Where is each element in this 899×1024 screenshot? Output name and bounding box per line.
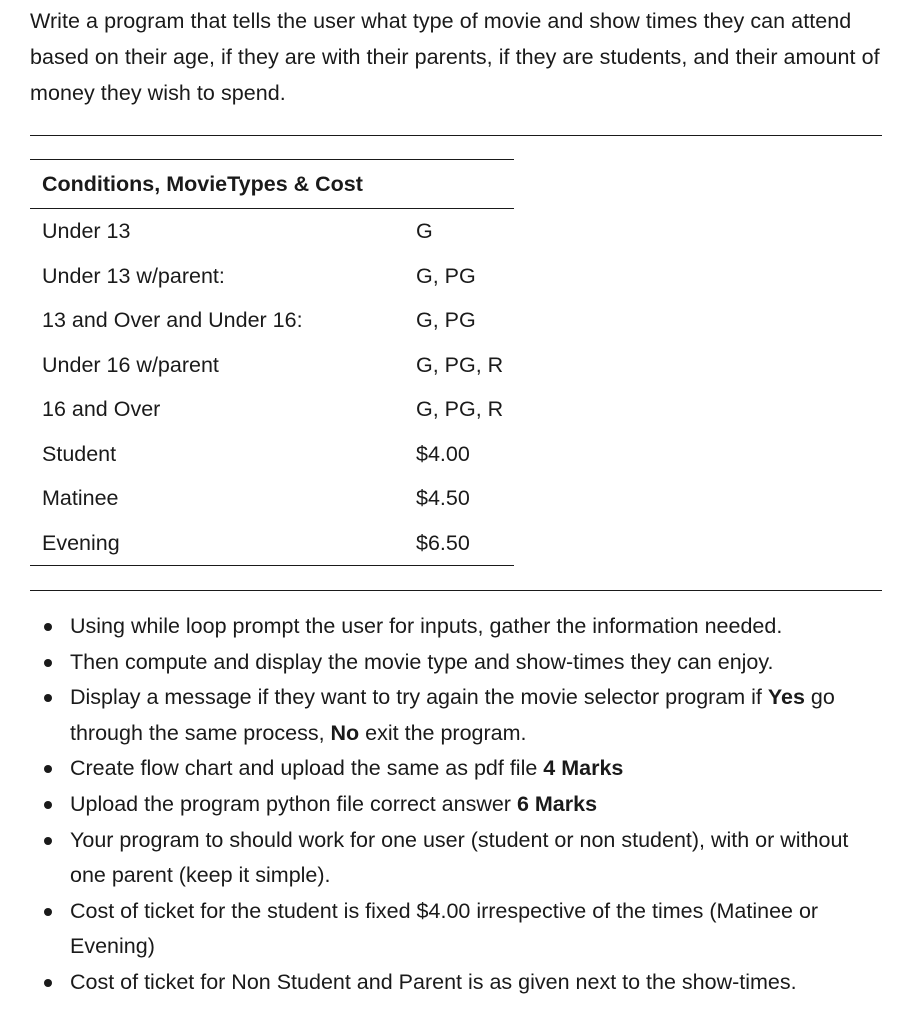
- condition-cell: Under 16 w/parent: [42, 352, 219, 377]
- table-row: [30, 254, 514, 299]
- marks-label: 4 Marks: [543, 756, 624, 781]
- list-item: [30, 787, 882, 823]
- value-cell: G: [416, 219, 433, 243]
- no-keyword: No: [330, 720, 360, 745]
- table-row: [30, 521, 514, 566]
- condition-cell: Student: [42, 441, 117, 466]
- list-item: [30, 680, 882, 751]
- list-item-text: Then compute and display the movie type and show-times they can enjoy.: [70, 649, 774, 674]
- divider-bottom: [30, 590, 882, 591]
- list-item: [30, 823, 882, 894]
- value-cell: $4.00: [416, 441, 470, 466]
- list-item-text: exit the program.: [359, 720, 527, 745]
- conditions-table: [30, 159, 514, 566]
- bullet-dot-icon: [44, 908, 52, 916]
- list-item: [30, 645, 882, 681]
- table-row: [30, 387, 514, 432]
- value-cell: G, PG: [416, 308, 476, 332]
- list-item-text: Upload the program python file correct answer: [70, 791, 517, 816]
- table-header: Conditions, MovieTypes & Cost: [42, 172, 363, 196]
- list-item: [30, 751, 882, 787]
- table-header-row: [30, 160, 514, 209]
- table-row: [30, 298, 514, 343]
- table-row: [30, 476, 514, 521]
- list-item: [30, 965, 882, 1001]
- value-cell: $6.50: [416, 530, 470, 555]
- list-item: [30, 894, 882, 965]
- table-row: [30, 209, 514, 254]
- list-item-text: Cost of ticket for Non Student and Parent is as given next to the show-times.: [70, 969, 797, 994]
- list-item-text: Using while loop prompt the user for inputs, gather the information needed.: [70, 614, 783, 638]
- bullet-dot-icon: [44, 623, 52, 631]
- yes-keyword: Yes: [767, 685, 805, 710]
- marks-label: 6 Marks: [516, 791, 598, 816]
- condition-cell: Matinee: [42, 486, 119, 510]
- bullet-dot-icon: [44, 694, 52, 702]
- value-cell: $4.50: [416, 486, 470, 510]
- intro-paragraph: Write a program that tells the user what type of movie and show times they can attend based on their age, if they are with their parents, if they are students, and their amount of money they wish to spend.: [30, 9, 880, 105]
- bullet-dot-icon: [44, 765, 52, 773]
- value-cell: G, PG, R: [416, 352, 504, 377]
- bullet-dot-icon: [44, 837, 52, 845]
- condition-cell: Under 13: [42, 219, 131, 243]
- list-item-text: go through the same process,: [70, 685, 835, 745]
- assignment-document: [30, 0, 882, 1001]
- condition-cell: 13 and Over and Under 16:: [42, 308, 303, 332]
- list-item-text: Your program to should work for one user (student or non student), with or without one parent (keep it simple).: [70, 827, 849, 888]
- value-cell: G, PG, R: [416, 397, 504, 421]
- table-row: [30, 432, 514, 477]
- bullet-dot-icon: [44, 659, 52, 667]
- list-item-text: Create flow chart and upload the same as pdf file: [70, 756, 544, 781]
- table-row: [30, 343, 514, 388]
- requirements-list: [30, 609, 882, 1001]
- list-item-text: Display a message if they want to try again the movie selector program if: [70, 685, 768, 710]
- condition-cell: Under 13 w/parent:: [42, 263, 225, 288]
- condition-cell: 16 and Over: [42, 397, 161, 421]
- list-item: [30, 609, 882, 645]
- bullet-dot-icon: [44, 979, 52, 987]
- condition-cell: Evening: [42, 530, 120, 555]
- bullet-dot-icon: [44, 801, 52, 809]
- value-cell: G, PG: [416, 263, 476, 288]
- divider-top: [30, 135, 882, 136]
- list-item-text: Cost of ticket for the student is fixed $4.00 irrespective of the times (Matinee or Evening): [70, 898, 819, 959]
